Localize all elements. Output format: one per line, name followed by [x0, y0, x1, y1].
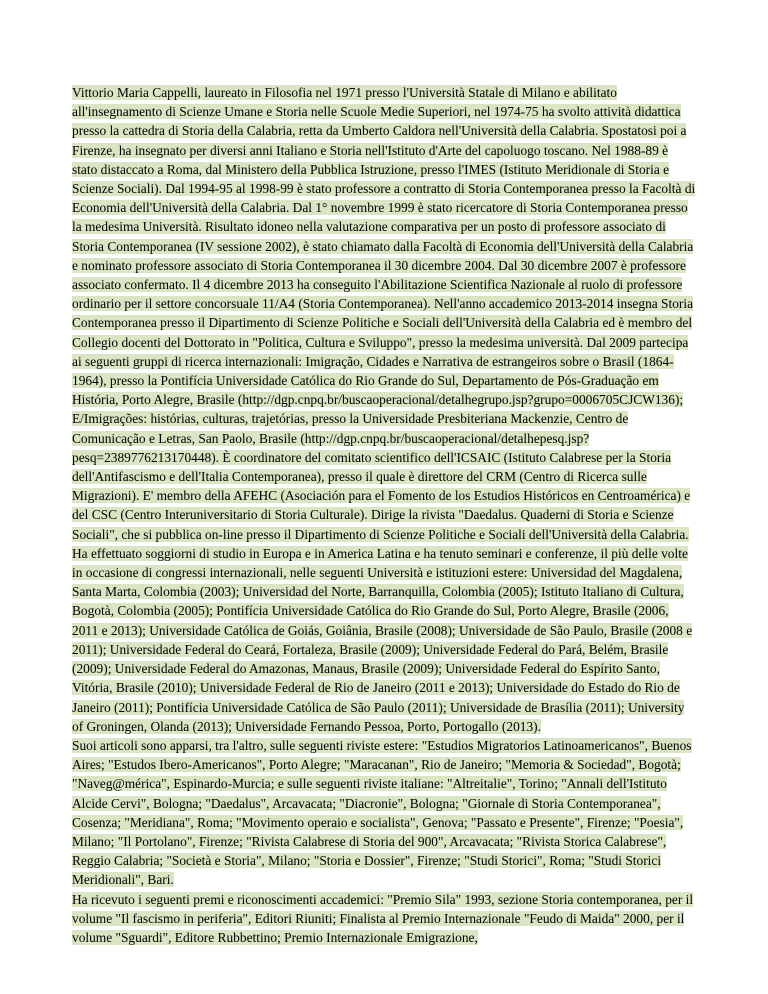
- paragraph-study-stays-text: Ha effettuato soggiorni di studio in Europa e in America Latina e ha tenuto seminari e conferenze, il più delle volte in occasione di congressi internazionali, nelle seguenti Università e istituzioni estere: Universidad del Magdalena, Santa Marta, Colombia (2003); Universidad del Norte, Barranquilla, Colombia (2005); Istituto Italiano di Cultura, Bogotà, Colombia (2005); Pontifícia Universidade Católica do Rio Grande do Sul, Porto Alegre, Brasile (2006, 2011 e 2013); Universidade Católica de Goiás, Goiânia, Brasile (2008); Universidade de São Paulo, Brasile (2008 e 2011); Universidade Federal do Ceará, Fortaleza, Brasile (2009); Universidade Federal do Pará, Belém, Brasile (2009); Universidade Federal do Amazonas, Manaus, Brasile (2009); Universidade Federal do Espírito Santo, Vitória, Brasile (2010); Universidade Federal de Rio de Janeiro (2011 e 2013); Universidade do Estado do Rio de Janeiro (2011); Pontifícia Universidade Católica de São Paulo (2011); Universidade de Brasília (2011); University of Groningen, Olanda (2013); Universidade Fernando Pessoa, Porto, Portogallo (2013).: [72, 545, 693, 734]
- document-body: [72, 83, 696, 947]
- paragraph-awards: [72, 890, 696, 948]
- paragraph-journals: [72, 736, 696, 890]
- paragraph-journals-text: Suoi articoli sono apparsi, tra l'altro, sulle seguenti riviste estere: "Estudios Migratorios Latinoamericanos", Buenos Aires; "Estudos Ibero-Americanos", Porto Alegre; "Maracanan", Rio de Janeiro; "Memoria & Sociedad", Bogotà; "Naveg@mérica", Espinardo-Murcia; e sulle seguenti riviste italiane: "Altreitalie", Torino; "Annali dell'Istituto Alcide Cervi", Bologna; "Daedalus", Arcavacata; "Diacronie", Bologna; "Giornale di Storia Contemporanea", Cosenza; "Meridiana", Roma; "Movimento operaio e socialista", Genova; "Passato e Presente", Firenze; "Poesia", Milano; "Il Portolano", Firenze; "Rivista Calabrese di Storia del 900", Arcavacata; "Rivista Storica Calabrese", Reggio Calabria; "Società e Storia", Milano; "Storia e Dossier", Firenze; "Studi Storici", Roma; "Studi Storici Meridionali", Bari.: [72, 737, 692, 888]
- paragraph-biography-text: Vittorio Maria Cappelli, laureato in Filosofia nel 1971 presso l'Università Statale di Milano e abilitato all'insegnamento di Scienze Umane e Storia nelle Scuole Medie Superiori, nel 1974-75 ha svolto attività didattica presso la cattedra di Storia della Calabria, retta da Umberto Caldora nell'Università della Calabria. Spostatosi poi a Firenze, ha insegnato per diversi anni Italiano e Storia nell'Istituto d'Arte del capoluogo toscano. Nel 1988-89 è stato distaccato a Roma, dal Ministero della Pubblica Istruzione, presso l'IMES (Istituto Meridionale di Storia e Scienze Sociali). Dal 1994-95 al 1998-99 è stato professore a contratto di Storia Contemporanea presso la Facoltà di Economia dell'Università della Calabria. Dal 1° novembre 1999 è stato ricercatore di Storia Contemporanea presso la medesima Università. Risultato idoneo nella valutazione comparativa per un posto di professore associato di Storia Contemporanea (IV sessione 2002), è stato chiamato dalla Facoltà di Economia dell'Università della Calabria e nominato professore associato di Storia Contemporanea il 30 dicembre 2004. Dal 30 dicembre 2007 è professore associato confermato. Il 4 dicembre 2013 ha conseguito l'Abilitazione Scientifica Nazionale al ruolo di professore ordinario per il settore concorsuale 11/A4 (Storia Contemporanea). Nell'anno accademico 2013-2014 insegna Storia Contemporanea presso il Dipartimento di Scienze Politiche e Sociali dell'Università della Calabria ed è membro del Collegio docenti del Dottorato in "Politica, Cultura e Sviluppo", presso la medesima università. Dal 2009 partecipa ai seguenti gruppi di ricerca internazionali: Imigração, Cidades e Narrativa de estrangeiros sobre o Brasil (1864-1964), presso la Pontifícia Universidade Católica do Rio Grande do Sul, Departamento de Pós-Graduação em História, Porto Alegre, Brasile (http://dgp.cnpq.br/buscaoperacional/detalhegrupo.jsp?grupo=0006705CJCW136); E/Imigrações: histórias, culturas, trajetórias, presso la Universidade Presbiteriana Mackenzie, Centro de Comunicação e Letras, San Paolo, Brasile (http://dgp.cnpq.br/buscaoperacional/detalhepesq.jsp?pesq=2389776213170448). È coordinatore del comitato scientifico dell'ICSAIC (Istituto Calabrese per la Storia dell'Antifascismo e dell'Italia Contemporanea), presso il quale è direttore del CRM (Centro di Ricerca sulle Migrazioni). E' membro della AFEHC (Asociación para el Fomento de los Estudios Históricos en Centroamérica) e del CSC (Centro Interuniversitario di Storia Culturale). Dirige la rivista "Daedalus. Quaderni di Storia e Scienze Sociali", che si pubblica on-line presso il Dipartimento di Scienze Politiche e Sociali dell'Università della Calabria.: [72, 85, 696, 542]
- paragraph-study-stays: [72, 544, 696, 736]
- paragraph-biography: [72, 83, 696, 544]
- paragraph-awards-text: Ha ricevuto i seguenti premi e riconoscimenti accademici: "Premio Sila" 1993, sezione Storia contemporanea, per il volume "Il fascismo in periferia", Editori Riuniti; Finalista al Premio Internazionale "Feudo di Maida" 2000, per il volume "Sguardi", Editore Rubbettino; Premio Internazionale Emigrazione,: [72, 891, 694, 945]
